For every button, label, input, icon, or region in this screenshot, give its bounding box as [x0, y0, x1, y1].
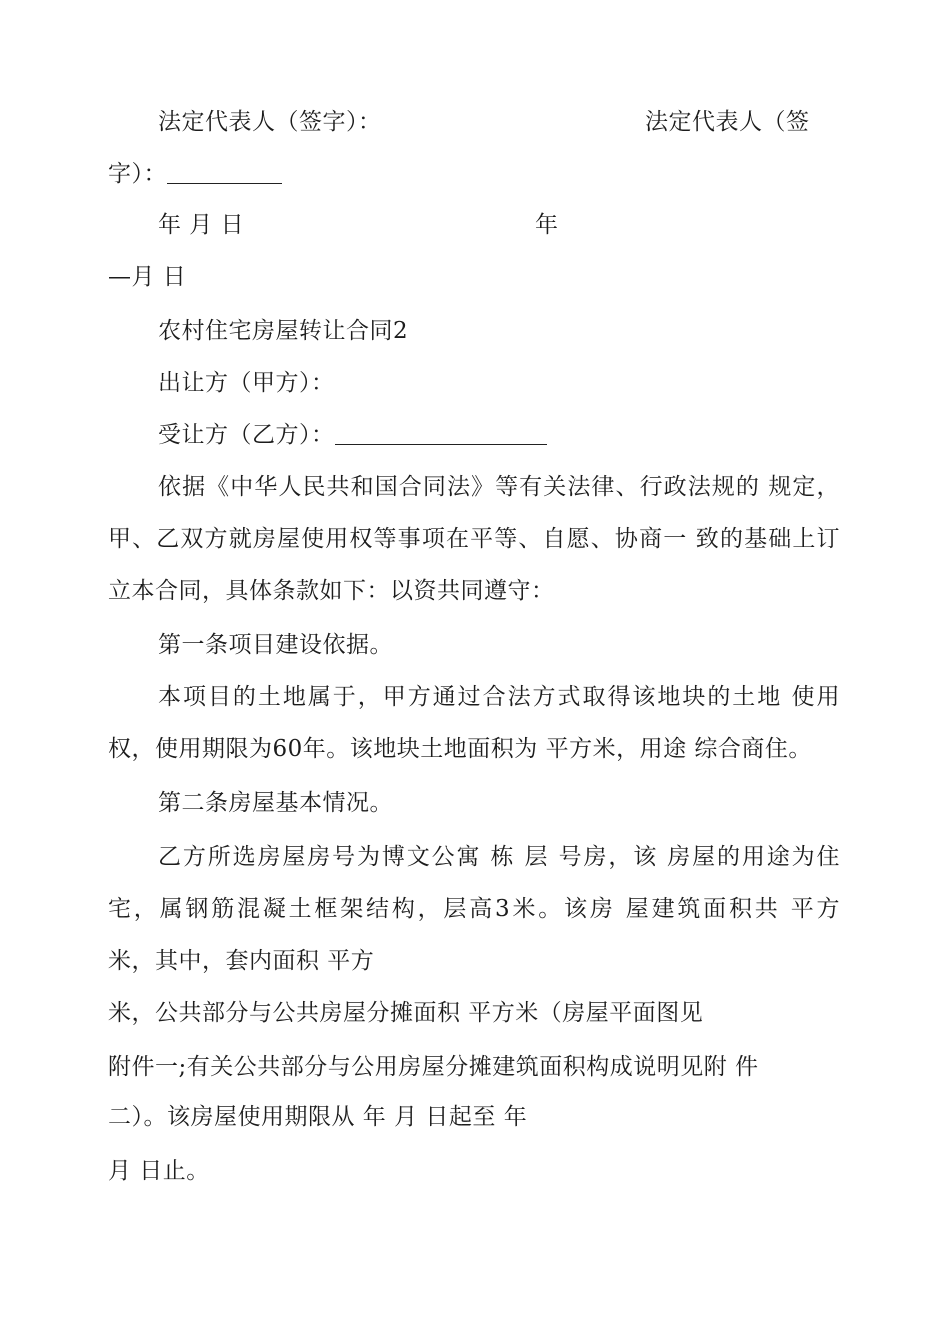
article2-line-3: 米，其中，套内面积 平方: [108, 948, 375, 974]
intro-line-3: 立本合同，具体条款如下：以资共同遵守：: [108, 578, 555, 604]
article1-line-1: 本项目的土地属于，甲方通过合法方式取得该地块的土地 使用: [158, 684, 840, 710]
party-a-label: 出让方（甲方）：: [158, 370, 335, 396]
contract-title: 农村住宅房屋转让合同2: [158, 318, 409, 344]
article2-line-5: 附件一;有关公共部分与公用房屋分摊建筑面积构成说明见附 件: [108, 1054, 759, 1080]
article2-line-1: 乙方所选房屋房号为博文公寓 栋 层 号房，该 房屋的用途为住: [158, 844, 840, 870]
article1-title: 第一条项目建设依据。: [158, 632, 393, 658]
date-right-month-day: —月 日: [108, 264, 187, 290]
date-right-year: 年: [535, 212, 559, 238]
party-b-label: 受让方（乙方）：: [158, 420, 547, 450]
intro-line-2: 甲、乙双方就房屋使用权等事项在平等、自愿、协商一 致的基础上订: [108, 526, 840, 552]
signature-right-label: 法定代表人（签: [645, 109, 810, 135]
signature-left-label: 法定代表人（签字）：: [158, 109, 382, 135]
article2-line-6: 二）。该房屋使用期限从 年 月 日起至 年: [108, 1104, 528, 1130]
article1-line-2: 权，使用期限为60年。该地块土地面积为 平方米，用途 综合商住。: [108, 736, 812, 762]
article2-title: 第二条房屋基本情况。: [158, 790, 393, 816]
signature-blank: [167, 161, 282, 184]
party-b-blank: [335, 422, 547, 445]
intro-line-1: 依据《中华人民共和国合同法》等有关法律、行政法规的 规定，: [158, 474, 840, 500]
signature-right-label-continued: 字）：: [108, 159, 282, 189]
article2-line-7: 月 日止。: [108, 1158, 210, 1184]
article2-line-2: 宅，属钢筋混凝土框架结构，层高3米。该房 屋建筑面积共 平方: [108, 896, 840, 922]
date-left: 年 月 日: [158, 212, 245, 238]
article2-line-4: 米，公共部分与公共房屋分摊面积 平方米（房屋平面图见: [108, 1000, 704, 1026]
